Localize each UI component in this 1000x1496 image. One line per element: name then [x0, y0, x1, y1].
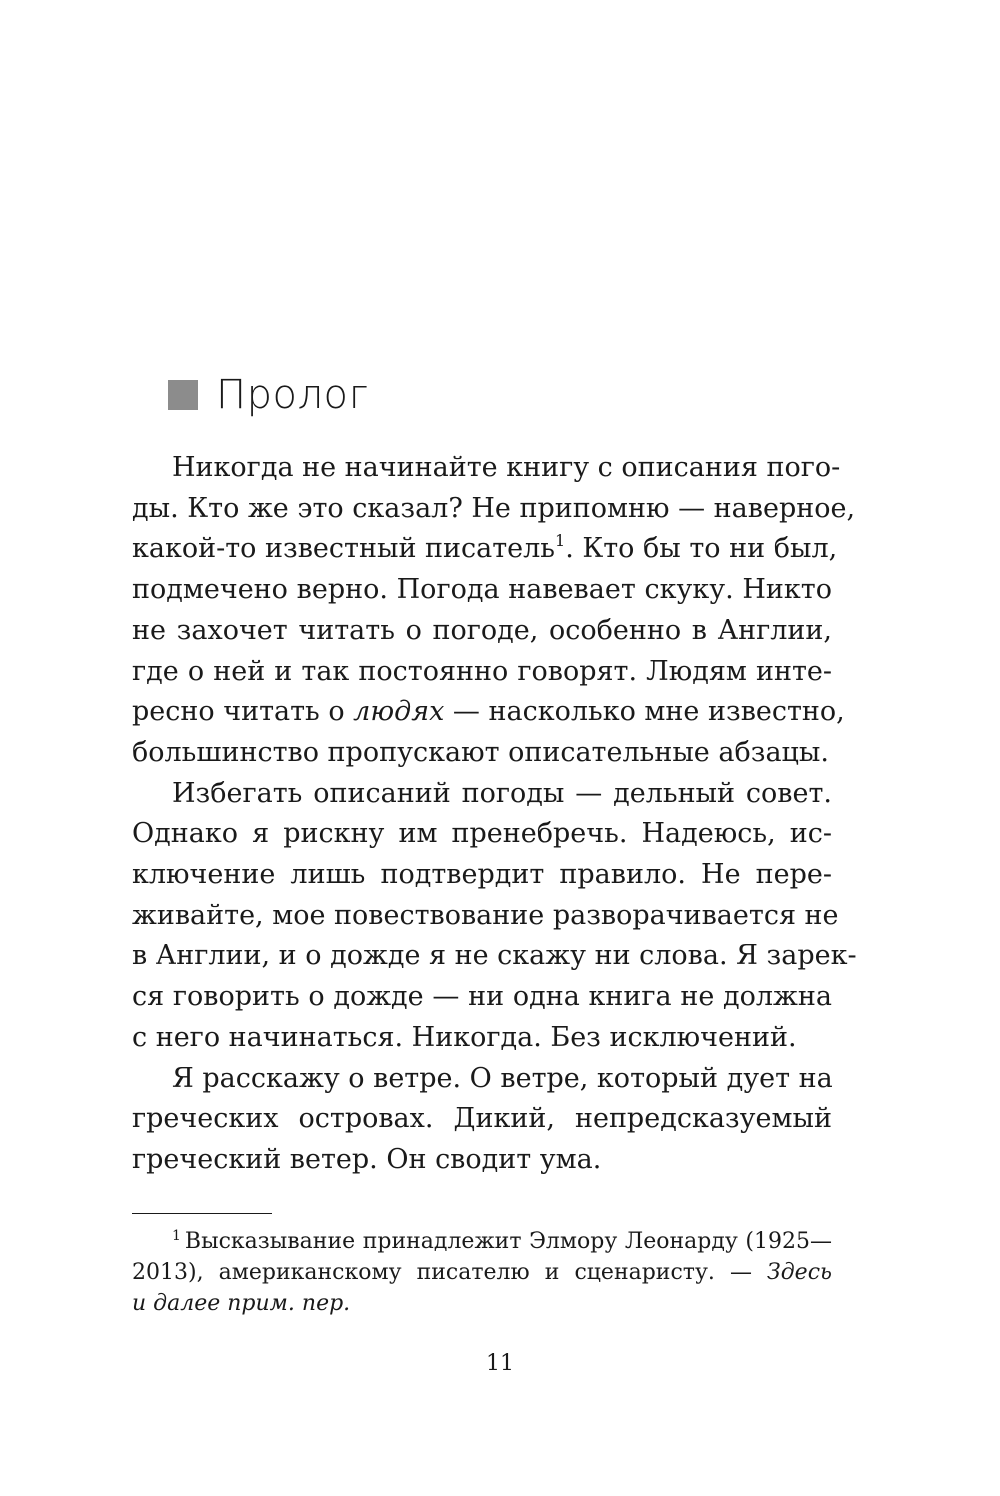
text-line: с него начинаться. Никогда. Без исключений.	[132, 1021, 797, 1053]
heading-square-icon	[168, 380, 198, 410]
text-line: где о ней и так постоянно говорят. Людям инте-	[132, 655, 832, 687]
text-line: живайте, мое повествование разворачивается не	[132, 899, 839, 931]
footnote	[132, 1226, 832, 1319]
text-line: не захочет читать о погоде, особенно в Англии,	[132, 614, 832, 646]
emphasis-text: людях	[353, 696, 445, 728]
text-line: подмечено верно. Погода навевает скуку. Никто	[132, 574, 832, 606]
text-line: Я расскажу о ветре. О ветре, который дует на	[172, 1062, 833, 1094]
text-line: ключение лишь подтвердит правило. Не пере-	[132, 859, 832, 891]
text-fragment: какой-то известный писатель	[132, 533, 555, 565]
text-fragment: — насколько мне известно,	[444, 696, 845, 728]
text-line: греческих островах. Дикий, непредсказуемый	[132, 1103, 832, 1135]
footnote-text: Высказывание принадлежит Элмору Леонарду (1925—	[184, 1229, 832, 1254]
text-line	[132, 529, 838, 570]
text-line: ся говорить о дожде — ни одна книга не должна	[132, 981, 832, 1013]
body-text	[132, 448, 857, 1181]
text-line: Избегать описаний погоды — дельный совет.	[172, 777, 832, 809]
footnote-line	[132, 1288, 832, 1319]
footnote-line	[132, 1226, 832, 1257]
footnote-line	[132, 1257, 832, 1288]
text-fragment: . Кто бы то ни был,	[565, 533, 838, 565]
text-line: в Англии, и о дожде я не скажу ни слова. Я зарек-	[132, 940, 857, 972]
footnote-divider	[132, 1213, 272, 1214]
footnote-text: 2013), американскому писателю и сценаристу. —	[132, 1260, 768, 1285]
text-line: ды. Кто же это сказал? Не припомню — наверное,	[132, 492, 856, 524]
page-number: 11	[486, 1351, 514, 1376]
chapter-heading	[168, 372, 369, 418]
footnote-marker: 1	[172, 1228, 181, 1244]
text-line: Однако я рискну им пренебречь. Надеюсь, ис-	[132, 818, 832, 850]
chapter-title: Пролог	[216, 372, 369, 418]
footnote-italic: и далее прим. пер.	[132, 1291, 351, 1316]
text-line: Никогда не начинайте книгу с описания пого-	[172, 452, 841, 483]
footnote-reference[interactable]: 1	[555, 531, 566, 551]
text-line: большинство пропускают описательные абзацы.	[132, 736, 829, 768]
footnote-italic: Здесь	[767, 1260, 832, 1285]
text-fragment: ресно читать о	[132, 696, 354, 728]
text-line	[132, 692, 845, 733]
text-line: греческий ветер. Он сводит ума.	[132, 1143, 602, 1175]
